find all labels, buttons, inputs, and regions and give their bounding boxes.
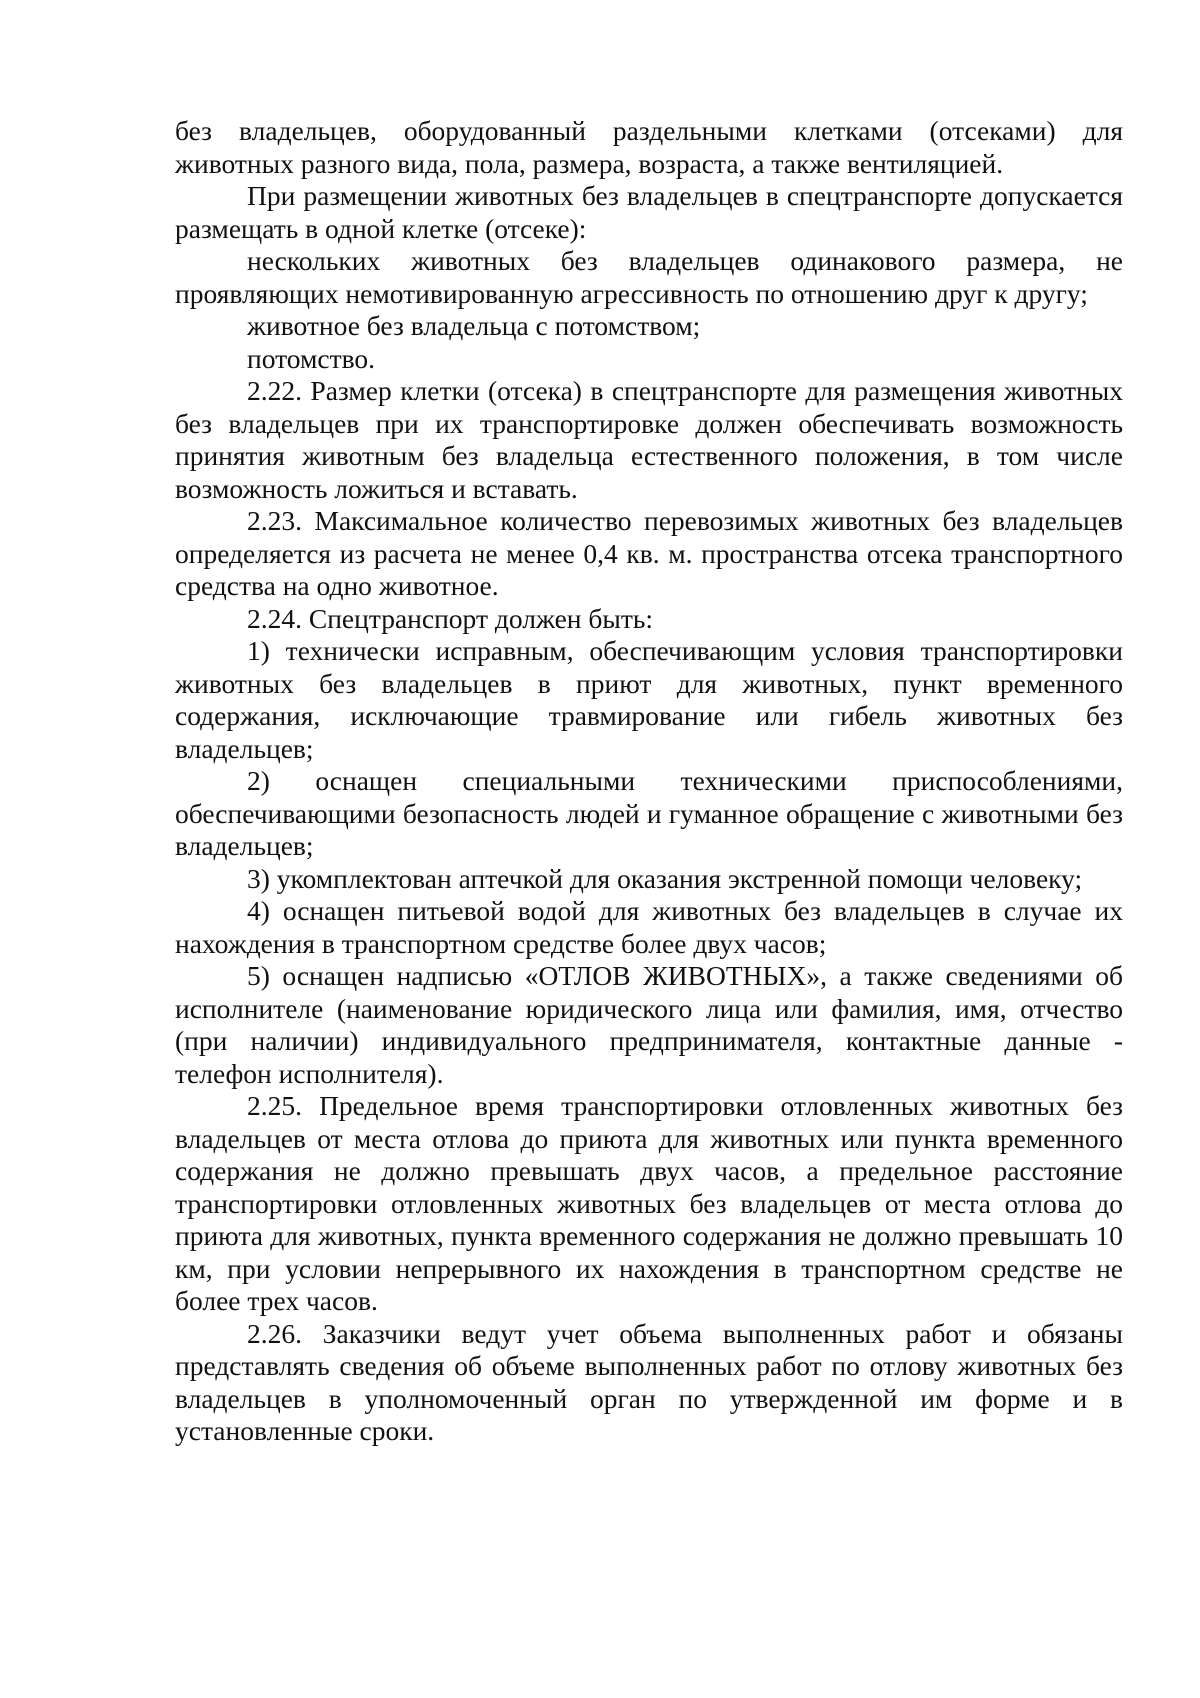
clause-2-24: 2.24. Спецтранспорт должен быть: xyxy=(247,602,654,634)
clause-2-24-item-1: 1) технически исправным, обеспечивающим условия транспортировки животных без владельцев в приют для животных, пункт временного содержания, исключающие травмирование или гибель животных без владельцев; xyxy=(175,635,1123,764)
clause-2-24-item-5: 5) оснащен надписью «ОТЛОВ ЖИВОТНЫХ», а также сведениями об исполнителе (наименование юридического лица или фамилия, имя, отчество (при наличии) индивидуального предпринимателя, контактные данные - телефон исполнителя). xyxy=(175,960,1123,1089)
clause-2-24-item-2: 2) оснащен специальными техническими приспособлениями, обеспечивающими безопасность людей и гуманное обращение с животными без владельцев; xyxy=(175,765,1123,861)
clause-2-23: 2.23. Максимальное количество перевозимых животных без владельцев определяется из расчета не менее 0,4 кв. м. пространства отсека транспортного средства на одно животное. xyxy=(175,505,1123,601)
paragraph-continuation: без владельцев, оборудованный раздельными клетками (отсеками) для животных разного вида, пола, размера, возраста, а также вентиляцией. xyxy=(175,115,1123,179)
clause-2-25: 2.25. Предельное время транспортировки отловленных животных без владельцев от места отлова до приюта для животных или пункта временного содержания не должно превышать двух часов, а предельное расстояние транспортировки отловленных животных без владельцев от места отлова до приюта для животных, пункта временного содержания не должно превышать 10 км, при условии непрерывного их нахождения в транспортном средстве не более трех часов. xyxy=(175,1090,1123,1316)
clause-2-22: 2.22. Размер клетки (отсека) в спецтранспорте для размещения животных без владельцев при их транспортировке должен обеспечивать возможность принятия животным без владельца естественного положения, в том числе возможность ложиться и вставать. xyxy=(175,375,1123,504)
clause-2-24-item-4: 4) оснащен питьевой водой для животных без владельцев в случае их нахождения в транспортном средстве более двух часов; xyxy=(175,895,1123,959)
list-item-animal-with-offspring: животное без владельца с потомством; xyxy=(247,310,701,341)
clause-2-26: 2.26. Заказчики ведут учет объема выполненных работ и обязаны представлять сведения об объеме выполненных работ по отлову животных без владельцев в уполномоченный орган по утвержденной им форме и в установленные сроки. xyxy=(175,1317,1123,1446)
document-page xyxy=(175,115,1123,1448)
clause-2-24-item-3: 3) укомплектован аптечкой для оказания экстренной помощи человеку; xyxy=(247,862,1083,894)
list-item-offspring: потомство. xyxy=(247,342,376,374)
list-item-several-animals: нескольких животных без владельцев одинакового размера, не проявляющих немотивированную агрессивность по отношению друг к другу; xyxy=(175,245,1123,309)
paragraph-placement: При размещении животных без владельцев в спецтранспорте допускается размещать в одной клетке (отсеке): xyxy=(175,180,1123,244)
